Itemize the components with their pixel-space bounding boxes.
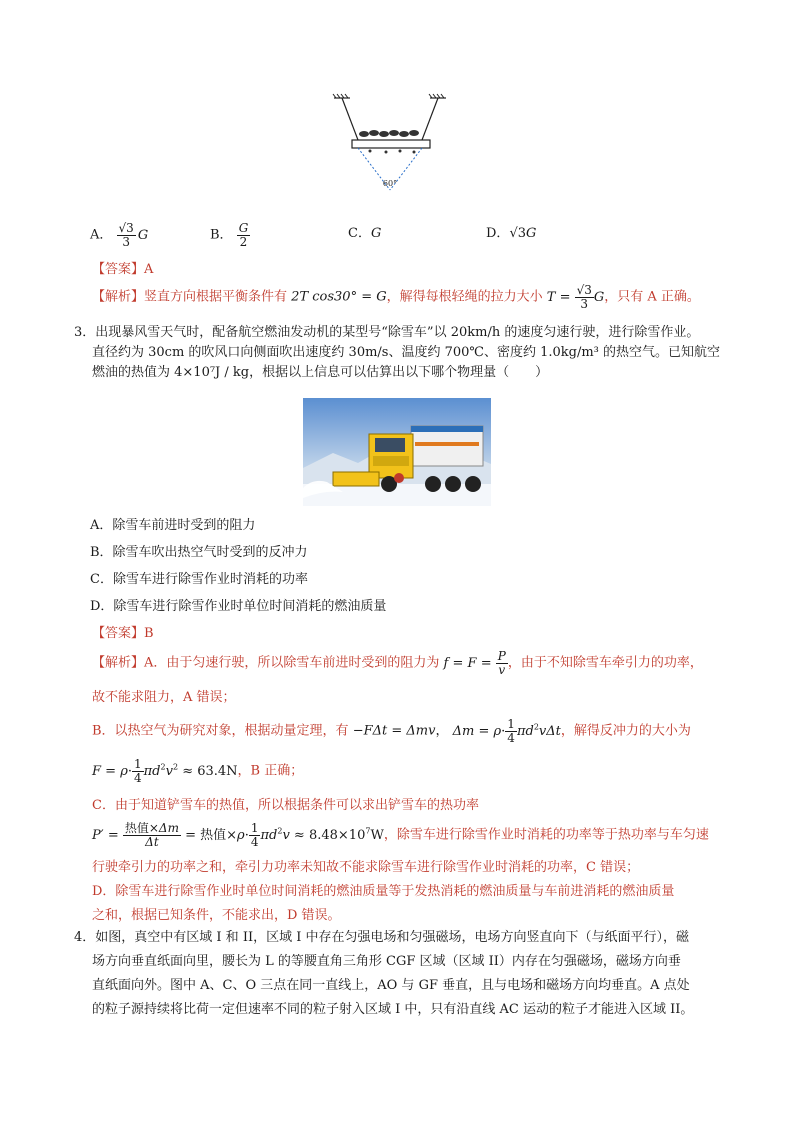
q4-stem: 4．如图，真空中有区域 I 和 II，区域 I 中存在匀强电场和匀强磁场，电场方向竖直向下（与纸面平行），磁 场方向垂直纸面向里，腰长为 L 的等腰直角三角形 CGF 区域（区域 II）内存在匀强磁场，磁场方向垂 直纸面向外。图中 A、C、O 三点在同一直线上，AO 与 GF 垂直，且与电场和磁场方向均垂直。A 点处 的粒子源持续将比荷一定但速率不同的粒子射入区域 I 中，只有沿直线 AC 运动的粒子才能进入区域 II。 [74, 930, 694, 1017]
snowplow-photo [303, 398, 491, 506]
option-c-value: G [370, 226, 382, 241]
q3-analysis-b2: F = ρ· $\frac{1}{4}$ $\pi d^2v^2 \approx 63.4N$，B 正确； [92, 757, 304, 785]
q3-option-b: B．除雪车吹出热空气时受到的反冲力 [90, 545, 308, 560]
q3-analysis-c2: P′ = $\frac{\text{热值×Δm}}{\Delta t}$ = 热值×ρ· $\frac{1}{4}$ $\pi d^2v \approx 8.48\times 10^7W$，除雪车进行除雪作业时消耗的功率等于热功率与车匀速 [92, 821, 709, 849]
q3-option-a: A．除雪车前进时受到的阻力 [90, 518, 256, 533]
q3-options [90, 512, 386, 620]
option-b-value: $\frac{G}{2}$ [238, 221, 249, 249]
suspension-figure [330, 92, 450, 194]
option-a-value: $\frac{√3}{3}$ [118, 221, 134, 249]
angle-label: 60° [382, 179, 398, 188]
option-d-value: √3G [509, 226, 537, 241]
option-a-label: A． [90, 227, 113, 243]
option-c-label: C． [348, 226, 371, 241]
q3-analysis-d2: 之和，根据已知条件，不能求出，D 错误。 [92, 908, 341, 923]
q3-analysis-d: D．除雪车进行除雪作业时单位时间消耗的燃油质量等于发热消耗的燃油质量与车前进消耗的燃油质量 [92, 884, 675, 899]
q3-analysis-c3: 行驶牵引力的功率之和，牵引力功率未知故不能求除雪车进行除雪作业时消耗的功率，C 错误； [92, 860, 640, 875]
q3-option-d: D．除雪车进行除雪作业时单位时间消耗的燃油质量 [90, 599, 387, 614]
option-d-label: D． [486, 226, 510, 241]
q2-answer: 【答案】A [92, 262, 154, 277]
q3-answer: 【答案】B [92, 626, 154, 641]
q3-analysis-b: B．以热空气为研究对象，根据动量定理，有 −FΔt = Δmv， Δm = ρ· $\frac{1}{4}$ $\pi d^2v\Delta t$，解得反冲力的大小为 [92, 717, 691, 745]
q3-analysis-c: C．由于知道铲雪车的热值，所以根据条件可以求出铲雪车的热功率 [92, 798, 479, 813]
q3-option-c: C．除雪车进行除雪作业时消耗的功率 [90, 572, 308, 587]
q3-analysis-a: 【解析】A．由于匀速行驶，所以除雪车前进时受到的阻力为 f = F = $\frac{P}{v}$ ，由于不知除雪车牵引力的功率， [92, 649, 703, 677]
option-b-label: B． [210, 227, 233, 243]
q2-analysis: 【解析】竖直方向根据平衡条件有 2T cos30° = G，解得每根轻绳的拉力大小 T = $\frac{√3}{3}$ G，只有 A 正确。 [92, 283, 700, 311]
q3-analysis-a2: 故不能求阻力，A 错误； [92, 690, 236, 705]
q2-options: A． $\frac{√3}{3}$ G B． $\frac{G}{2}$ C．G D．√3G [90, 221, 537, 249]
q3-stem: 3．出现暴风雪天气时，配备航空燃油发动机的某型号“除雪车”以 20km/h 的速度匀速行驶，进行除雪作业。 直径约为 30cm 的吹风口向侧面吹出速度约 30m/s、温度约 700℃、密度约 1.0kg/m³ 的热空气。已知航空 燃油的热值为 4×10⁷J / kg，根据以上信息可以估算出以下哪个物理量（ ） [74, 325, 721, 380]
